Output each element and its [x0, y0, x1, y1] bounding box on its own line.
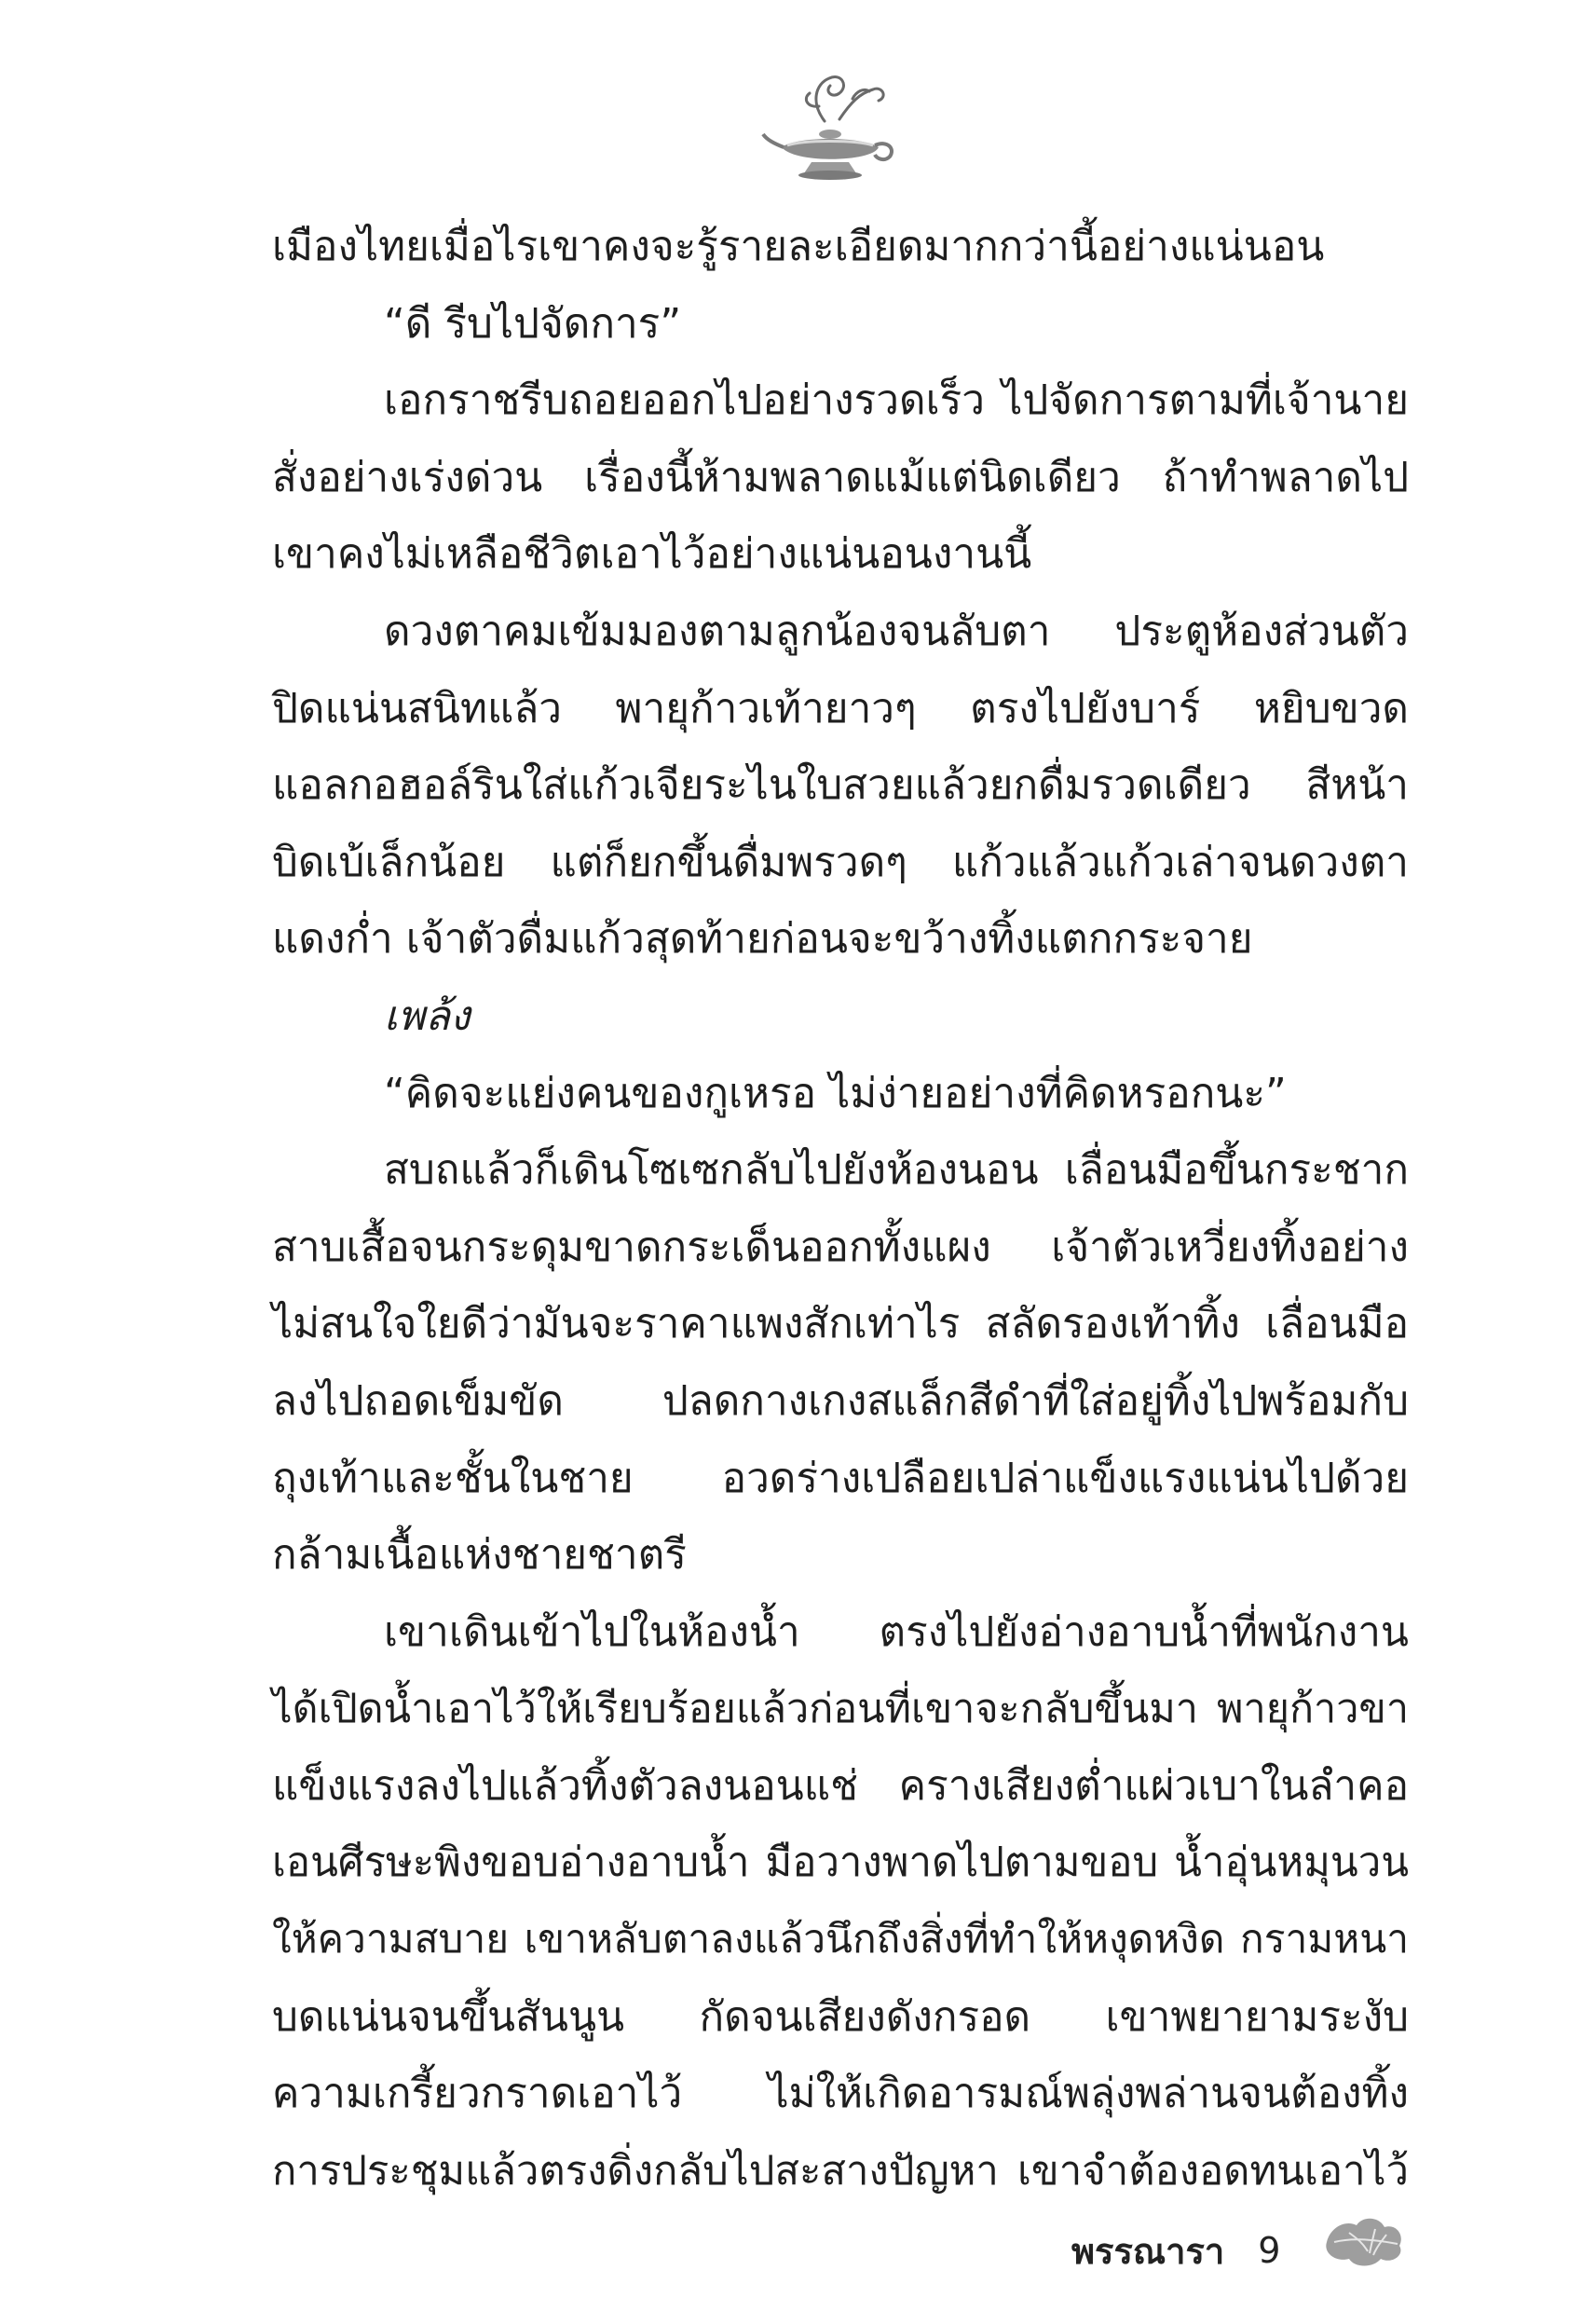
- text-line: ไม่สนใจใยดีว่ามันจะราคาแพงสักเท่าไร สลัดรองเท้าทิ้ง เลื่อนมือ: [272, 1300, 1409, 1348]
- text-line: การประชุมแล้วตรงดิ่งกลับไปสะสางปัญหา เขาจำต้องอดทนเอาไว้: [272, 2147, 1409, 2195]
- text-line: เขาเดินเข้าไปในห้องน้ำ ตรงไปยังอ่างอาบน้ำที่พนักงาน: [384, 1607, 1409, 1656]
- text-line: เมืองไทยเมื่อไรเขาคงจะรู้รายละเอียดมากกว่านี้อย่างแน่นอน: [272, 223, 1325, 270]
- text-line: ลงไปถอดเข็มขัด ปลดกางเกงสแล็กสีดำที่ใส่อยู่ทิ้งไปพร้อมกับ: [272, 1376, 1409, 1425]
- text-line: เอนศีรษะพิงขอบอ่างอาบน้ำ มือวางพาดไปตามขอบ น้ำอุ่นหมุนวน: [272, 1839, 1409, 1887]
- text-line: แดงก่ำ เจ้าตัวดื่มแก้วสุดท้ายก่อนจะขว้างทิ้งแตกกระจาย: [272, 915, 1253, 964]
- text-line: สบถแล้วก็เดินโซเซกลับไปยังห้องนอน เลื่อนมือขึ้นกระชาก: [384, 1146, 1409, 1195]
- body-text: [272, 209, 1409, 2209]
- text-line: “ดี รีบไปจัดการ”: [384, 299, 682, 348]
- text-line: เพล้ง: [384, 991, 471, 1040]
- magic-lamp-icon: [759, 65, 899, 186]
- text-line: กล้ามเนื้อแห่งชายชาตรี: [272, 1531, 687, 1579]
- page-footer: [1071, 2213, 1280, 2288]
- text-line: ดวงตาคมเข้มมองตามลูกน้องจนลับตา ประตูห้องส่วนตัว: [384, 607, 1409, 655]
- text-line: เขาคงไม่เหลือชีวิตเอาไว้อย่างแน่นอนงานนี้: [272, 530, 1032, 579]
- page-number: 9: [1258, 2230, 1281, 2271]
- text-line: แอลกอฮอล์รินใส่แก้วเจียระไนใบสวยแล้วยกดื่มรวดเดียว สีหน้า: [272, 761, 1409, 810]
- text-line: สั่งอย่างเร่งด่วน เรื่องนี้ห้ามพลาดแม้แต่นิดเดียว ถ้าทำพลาดไป: [272, 453, 1409, 501]
- text-line: ถุงเท้าและชั้นในชาย อวดร่างเปลือยเปล่าแข็งแรงแน่นไปด้วย: [272, 1454, 1409, 1502]
- leaf-ornament-icon: [1321, 2210, 1407, 2270]
- text-line: สาบเสื้อจนกระดุมขาดกระเด็นออกทั้งแผง เจ้าตัวเหวี่ยงทิ้งอย่าง: [272, 1223, 1409, 1271]
- text-line: ปิดแน่นสนิทแล้ว พายุก้าวเท้ายาวๆ ตรงไปยังบาร์ หยิบขวด: [272, 684, 1409, 732]
- text-line: “คิดจะแย่งคนของกูเหรอ ไม่ง่ายอย่างที่คิดหรอกนะ”: [384, 1069, 1287, 1117]
- text-line: ให้ความสบาย เขาหลับตาลงแล้วนึกถึงสิ่งที่ทำให้หงุดหงิด กรามหนา: [272, 1917, 1409, 1963]
- text-line: บดแน่นจนขึ้นสันนูน กัดจนเสียงดังกรอด เขาพยายามระงับ: [272, 1992, 1409, 2041]
- text-line: แข็งแรงลงไปแล้วทิ้งตัวลงนอนแช่ ครางเสียงต่ำแผ่วเบาในลำคอ: [272, 1761, 1409, 1810]
- text-line: ได้เปิดน้ำเอาไว้ให้เรียบร้อยแล้วก่อนที่เขาจะกลับขึ้นมา พายุก้าวขา: [272, 1686, 1409, 1733]
- text-line: ความเกรี้ยวกราดเอาไว้ ไม่ให้เกิดอารมณ์พลุ่งพล่านจนต้องทิ้ง: [272, 2070, 1409, 2118]
- text-line: เอกราชรีบถอยออกไปอย่างรวดเร็ว ไปจัดการตามที่เจ้านาย: [384, 376, 1409, 425]
- text-line: บิดเบ้เล็กน้อย แต่ก็ยกขึ้นดื่มพรวดๆ แก้วแล้วแก้วเล่าจนดวงตา: [272, 838, 1409, 886]
- running-title: พรรณารา: [1071, 2230, 1225, 2272]
